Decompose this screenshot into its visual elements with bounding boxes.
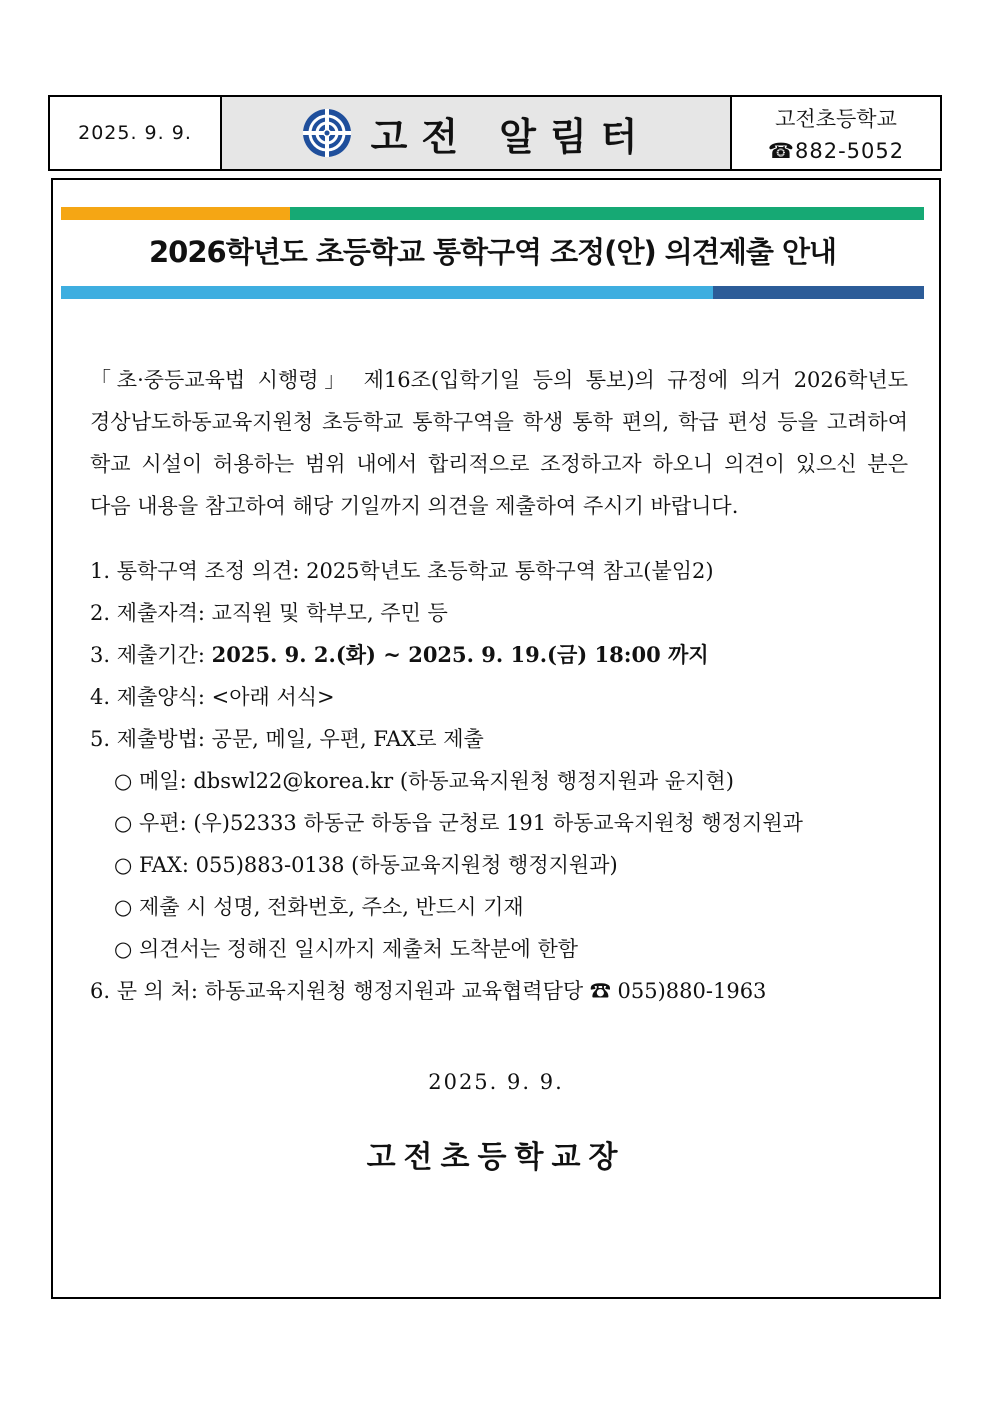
list-item: ○ FAX: 055)883-0138 (하동교육지원청 행정지원과) — [114, 853, 618, 877]
newsletter-header — [48, 95, 942, 171]
accent-bar-orange — [61, 207, 290, 220]
list-item: ○ 의견서는 정해진 일시까지 제출처 도착분에 한함 — [114, 937, 579, 961]
list-item: 1. 통학구역 조정 의견: 2025학년도 초등학교 통학구역 참고(붙임2) — [90, 559, 714, 583]
signature-date: 2025. 9. 9. — [428, 1070, 564, 1094]
document-body — [51, 178, 941, 1299]
header-title-cell — [222, 97, 732, 169]
accent-bar-green — [290, 207, 924, 220]
school-name: 고전초등학교 — [775, 107, 897, 131]
notice-items — [90, 550, 920, 1012]
list-item: 5. 제출방법: 공문, 메일, 우편, FAX로 제출 — [90, 727, 484, 751]
school-phone: ☎882-5052 — [767, 139, 905, 163]
accent-bar-navy — [713, 286, 924, 299]
header-date: 2025. 9. 9. — [50, 97, 222, 169]
list-item: ○ 제출 시 성명, 전화번호, 주소, 반드시 기재 — [114, 895, 524, 919]
signature-name: 고전초등학교장 — [366, 1140, 626, 1175]
list-item — [90, 634, 920, 676]
list-item: ○ 메일: dbswl22@korea.kr (하동교육지원청 행정지원과 윤지현) — [114, 769, 734, 793]
list-item: 2. 제출자격: 교직원 및 학부모, 주민 등 — [90, 601, 448, 625]
accent-bar-lightblue — [61, 286, 713, 299]
list-item: 4. 제출양식: <아래 서식> — [90, 685, 335, 709]
intro-paragraph: 「초·중등교육법 시행령」 제16조(입학기일 등의 통보)의 규정에 의거 2026학년도 경상남도하동교육지원청 초등학교 통학구역을 학생 통학 편의, 학급 편성 등을 고려하여 학교 시설이 허용하는 범위 내에서 합리적으로 조정하고자 하오니 의견이 있으신 분은 다음 내용을 참고하여 해당 기일까지 의견을 제출하여 주시기 바랍니다. — [90, 368, 908, 518]
document-title: 2026학년도 초등학교 통학구역 조정(안) 의견제출 안내 — [149, 235, 836, 269]
header-title: 고전 알림터 — [370, 113, 652, 159]
header-school-info — [732, 97, 940, 169]
school-emblem-icon — [301, 107, 353, 159]
list-item: 6. 문 의 처: 하동교육지원청 행정지원과 교육협력담당 ☎ 055)880-1963 — [90, 979, 767, 1003]
submission-period: 2025. 9. 2.(화) ~ 2025. 9. 19.(금) 18:00 까지 — [211, 642, 709, 667]
list-item: ○ 우편: (우)52333 하동군 하동읍 군청로 191 하동교육지원청 행정지원과 — [114, 811, 803, 835]
list-item-label: 3. 제출기간: — [90, 643, 212, 667]
